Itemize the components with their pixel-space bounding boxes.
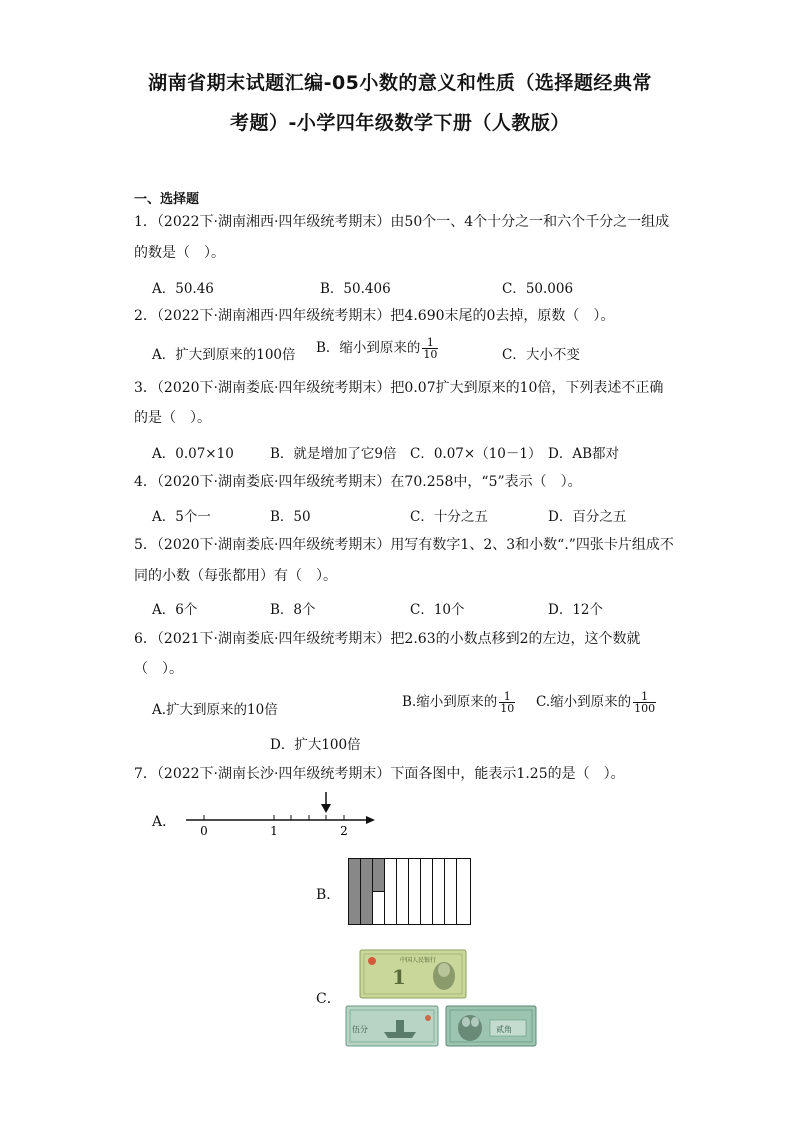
- emblem-icon: [368, 957, 376, 965]
- q4-option-b[interactable]: B．50: [270, 509, 311, 525]
- question-2-line-1: 2．（2022下·湖南湘西·四年级统考期末）把4.690末尾的0去掉，原数（ ）。: [134, 308, 615, 324]
- q7-label-c[interactable]: C．: [316, 991, 341, 1007]
- q6-option-b[interactable]: [402, 690, 515, 714]
- note1-value: 1: [392, 965, 406, 989]
- portraits-icon: [458, 1015, 482, 1041]
- question-5-line-2: 同的小数（每张都用）有（ ）。: [134, 568, 337, 584]
- one-yuan-note: [360, 950, 466, 998]
- fraction-one-tenth: $\frac{1}{10}$: [423, 336, 438, 361]
- question-3-line-2: 的是（ ）。: [134, 410, 211, 426]
- question-4-line-1: 4．（2020下·湖南娄底·四年级统考期末）在70.258中，“5”表示（ ）。: [134, 474, 582, 490]
- emblem-icon: [425, 1015, 431, 1021]
- q5-option-b[interactable]: B．8个: [270, 602, 316, 618]
- q2-option-c[interactable]: C．大小不变: [502, 347, 580, 363]
- question-6-line-1: 6．（2021下·湖南娄底·四年级统考期末）把2.63的小数点移到2的左边，这个数就: [134, 631, 641, 647]
- page-title-line-2: 考题）-小学四年级数学下册（人教版）: [230, 112, 570, 134]
- fraction-one-hundredth: $\frac{1}{100}$: [634, 690, 656, 715]
- note2-value: 伍分: [352, 1025, 368, 1034]
- question-5-line-1: 5．（2020下·湖南娄底·四年级统考期末）用写有数字1、2、3和小数“.”四张卡片组成不: [134, 537, 674, 553]
- number-line-figure: [180, 790, 380, 838]
- page-title-line-1: 湖南省期末试题汇编-05小数的意义和性质（选择题经典常: [148, 72, 652, 94]
- q4-option-c[interactable]: C．十分之五: [410, 509, 488, 525]
- q7-label-b[interactable]: B．: [316, 887, 341, 903]
- section-heading: 一、选择题: [134, 192, 200, 207]
- q2-option-b-text: B．缩小到原来的: [316, 340, 421, 356]
- q5-option-d[interactable]: D．12个: [548, 602, 604, 618]
- q5-option-c[interactable]: C．10个: [410, 602, 465, 618]
- q6-option-a[interactable]: A.扩大到原来的10倍: [152, 702, 278, 718]
- question-1-line-2: 的数是（ ）。: [134, 245, 225, 261]
- q1-option-a[interactable]: A．50.46: [152, 281, 214, 297]
- q6-option-c[interactable]: [536, 690, 656, 714]
- q5-option-a[interactable]: A．6个: [152, 602, 198, 618]
- tick-label-0: 0: [200, 824, 208, 838]
- five-fen-note: [346, 1006, 438, 1046]
- shaded-column-1: [349, 859, 361, 925]
- question-3-line-1: 3．（2020下·湖南娄底·四年级统考期末）把0.07扩大到原来的10倍，下列表述不正确: [134, 380, 664, 396]
- q3-option-a[interactable]: A．0.07×10: [152, 446, 234, 462]
- q6-option-c-text: C.缩小到原来的: [536, 694, 632, 710]
- q6-option-b-text: B.缩小到原来的: [402, 694, 498, 710]
- q4-option-d[interactable]: D．百分之五: [548, 509, 627, 525]
- q6-option-d[interactable]: D．扩大100倍: [270, 737, 361, 753]
- shaded-column-2: [361, 859, 373, 925]
- shaded-quarter: [373, 859, 385, 892]
- q7-label-a[interactable]: A．: [152, 814, 177, 830]
- question-1-line-1: 1．（2022下·湖南湘西·四年级统考期末）由50个一、4个十分之一和六个千分之一组成: [134, 214, 670, 230]
- q4-option-a[interactable]: A．5个一: [152, 509, 211, 525]
- q3-option-b[interactable]: B．就是增加了它9倍: [270, 446, 397, 462]
- shaded-grid-figure: [346, 856, 474, 928]
- question-7-line-1: 7．（2022下·湖南长沙·四年级统考期末）下面各图中，能表示1.25的是（ ）。: [134, 766, 625, 782]
- pointer-arrow-head: [321, 804, 331, 813]
- fraction-one-tenth: $\frac{1}{10}$: [500, 690, 515, 715]
- q3-option-d[interactable]: D．AB都对: [548, 446, 619, 462]
- q1-option-b[interactable]: B．50.406: [320, 281, 391, 297]
- banknotes-figure: [344, 948, 540, 1050]
- q3-option-c[interactable]: C．0.07×（10－1）: [410, 446, 542, 462]
- ship-icon: [384, 1032, 416, 1038]
- note3-value: 贰角: [496, 1025, 512, 1034]
- q2-option-b[interactable]: [316, 336, 438, 360]
- note1-header: 中国人民银行: [400, 957, 437, 964]
- tick-label-2: 2: [340, 824, 348, 838]
- tick-label-1: 1: [270, 824, 278, 838]
- question-6-line-2: （ ）。: [134, 661, 183, 677]
- q1-option-c[interactable]: C．50.006: [502, 281, 574, 297]
- q2-option-a[interactable]: A．扩大到原来的100倍: [152, 347, 296, 363]
- two-jiao-note: [446, 1006, 536, 1046]
- number-line-arrowhead: [366, 816, 375, 824]
